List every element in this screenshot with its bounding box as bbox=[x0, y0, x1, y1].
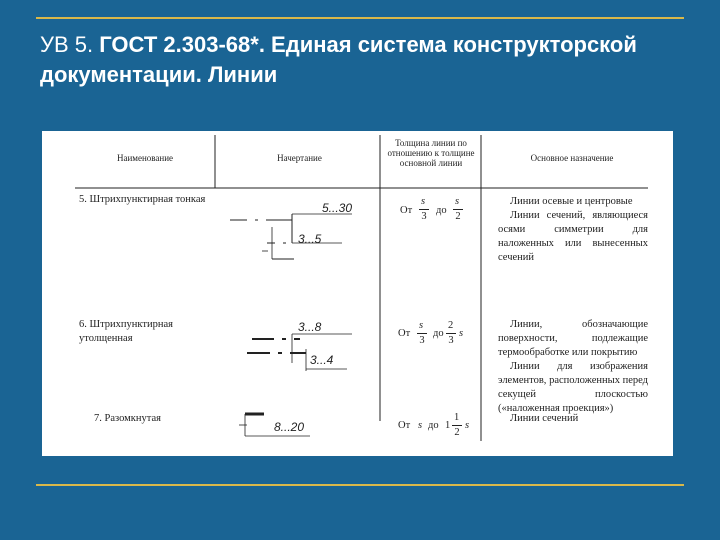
row7-thickness-a: s bbox=[418, 420, 423, 431]
row6-thickness-to: до bbox=[433, 328, 444, 339]
slide-title bbox=[40, 30, 680, 90]
header-drawing: Начертание bbox=[277, 153, 322, 163]
header-name: Наименование bbox=[116, 153, 174, 163]
row7-dim-a: 8...20 bbox=[274, 420, 305, 434]
row6-thickness-s: s bbox=[459, 328, 464, 339]
row7-frac-b-den: 2 bbox=[452, 425, 462, 439]
row7-thickness-to: до bbox=[428, 420, 439, 431]
row6-dim-b: 3...4 bbox=[310, 353, 334, 367]
row6-line-drawing bbox=[247, 334, 352, 371]
standard-table-image bbox=[42, 131, 673, 456]
row5-frac-a-num: s bbox=[421, 196, 426, 207]
row7-thickness bbox=[398, 411, 480, 441]
row7-purpose-1: Линии сечений bbox=[510, 413, 579, 424]
header-thickness: Толщина линии по отношению к толщине основной линии bbox=[387, 138, 475, 168]
row6-thickness bbox=[398, 319, 480, 349]
row6-name: 6. Штрихпунктирная утолщенная bbox=[79, 319, 173, 344]
row5-dim-b: 3...5 bbox=[298, 232, 322, 246]
row5-name: 5. Штрихпунктирная тонкая bbox=[79, 194, 206, 205]
row6-purpose bbox=[498, 318, 648, 416]
row5-purpose bbox=[498, 195, 648, 265]
row5-frac-a-den: 3 bbox=[419, 209, 429, 223]
row7-frac-b-num: 1 bbox=[454, 412, 460, 423]
row5-purpose-2: Линии сечений, являющиеся осями симметрии для наложенных или вынесенных сечений bbox=[498, 210, 648, 263]
slide-title-text: ГОСТ 2.303-68*. Единая система конструкторской документации. Линии bbox=[40, 32, 637, 87]
row6-frac-b-den: 3 bbox=[446, 333, 456, 347]
slide-title-lead: УВ 5. bbox=[40, 32, 100, 57]
row7-thickness-whole: 1 bbox=[445, 420, 451, 431]
row5-line-drawing bbox=[230, 214, 352, 259]
row6-dim-a: 3...8 bbox=[298, 320, 322, 334]
bottom-rule bbox=[36, 484, 684, 486]
row6-purpose-1: Линии, обозначающие поверхности, подлежащие термообработке или покрытию bbox=[498, 319, 648, 358]
row5-thickness bbox=[400, 195, 480, 225]
row7-thickness-s: s bbox=[465, 420, 470, 431]
top-rule bbox=[36, 17, 684, 19]
row5-frac-b-num: s bbox=[455, 196, 460, 207]
row6-purpose-2: Линии для изображения элементов, расположенных перед секущей плоскостью («наложенная проекция») bbox=[498, 361, 648, 414]
row6-frac-b-num: 2 bbox=[448, 320, 454, 331]
row7-name: 7. Разомкнутая bbox=[94, 413, 161, 424]
row5-thickness-from: От bbox=[400, 205, 413, 216]
row6-thickness-from: От bbox=[398, 328, 411, 339]
header-purpose: Основное назначение bbox=[530, 153, 614, 163]
row7-thickness-from: От bbox=[398, 420, 411, 431]
row5-frac-b-den: 2 bbox=[453, 209, 463, 223]
row6-frac-a-den: 3 bbox=[417, 333, 427, 347]
row5-thickness-to: до bbox=[436, 205, 447, 216]
row5-dim-a: 5...30 bbox=[322, 201, 353, 215]
row6-frac-a-num: s bbox=[419, 320, 424, 331]
row7-purpose bbox=[498, 412, 648, 426]
row5-purpose-1: Линии осевые и центровые bbox=[510, 196, 633, 207]
